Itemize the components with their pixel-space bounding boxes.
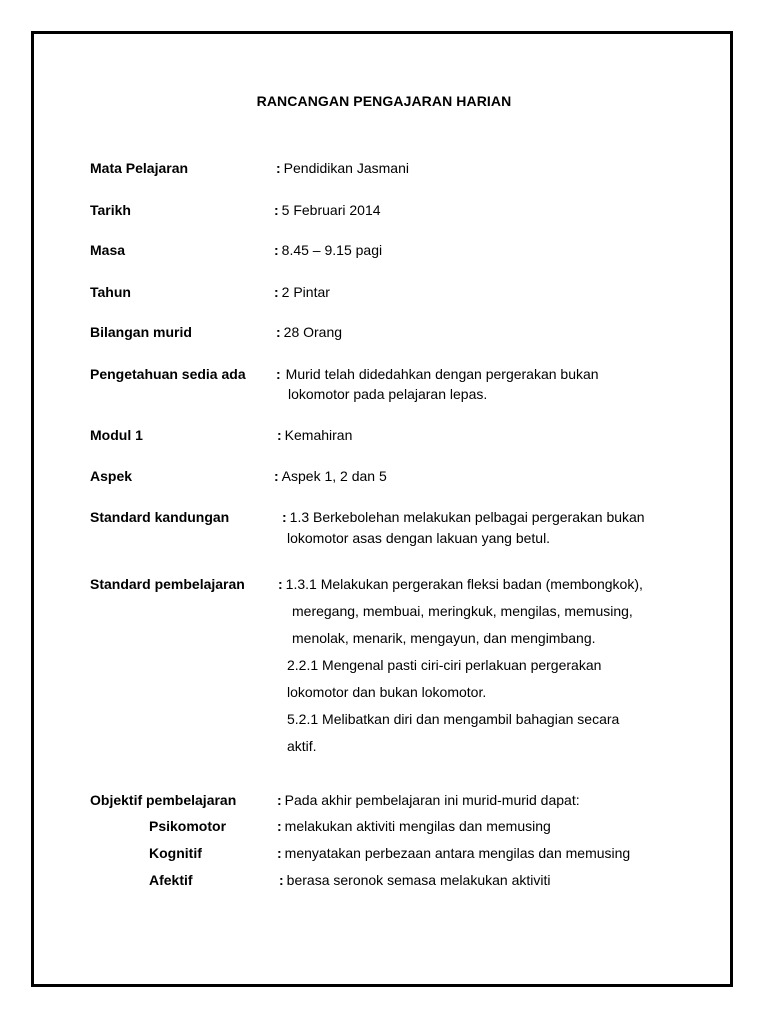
value-standard-kandungan-line-2: lokomotor asas dengan lakuan yang betul. [287, 530, 551, 546]
label-aspek: Aspek [90, 468, 133, 484]
label-bilangan-murid: Bilangan murid [90, 324, 192, 340]
value-standard-pembelajaran-line-7: aktif. [287, 738, 317, 754]
value-standard-pembelajaran-line-4: 2.2.1 Mengenal pasti ciri-ciri perlakuan pergerakan [287, 657, 602, 673]
label-psikomotor: Psikomotor [149, 818, 227, 834]
value-standard-kandungan-line-1: : 1.3 Berkebolehan melakukan pelbagai pergerakan bukan [282, 509, 645, 525]
label-kognitif: Kognitif [149, 845, 202, 861]
value-psikomotor: : melakukan aktiviti mengilas dan memusing [277, 818, 551, 834]
value-pengetahuan-line-1: : Murid telah didedahkan dengan pergerakan bukan [276, 366, 599, 382]
label-standard-pembelajaran: Standard pembelajaran [90, 576, 245, 592]
value-kognitif: : menyatakan perbezaan antara mengilas dan memusing [277, 845, 631, 861]
value-tahun: : 2 Pintar [274, 284, 330, 300]
label-tarikh: Tarikh [90, 202, 131, 218]
label-standard-kandungan: Standard kandungan [90, 509, 230, 525]
value-modul: : Kemahiran [277, 427, 353, 443]
value-tarikh: : 5 Februari 2014 [274, 202, 381, 218]
value-standard-pembelajaran-line-5: lokomotor dan bukan lokomotor. [287, 684, 487, 700]
label-afektif: Afektif [149, 872, 193, 888]
value-standard-pembelajaran-line-2: meregang, membuai, meringkuk, mengilas, memusing, [292, 603, 633, 619]
page-title: RANCANGAN PENGAJARAN HARIAN [256, 93, 512, 109]
label-masa: Masa [90, 242, 126, 258]
label-tahun: Tahun [90, 284, 131, 300]
value-objektif-pembelajaran: : Pada akhir pembelajaran ini murid-murid dapat: [277, 792, 580, 808]
label-modul: Modul 1 [90, 427, 143, 443]
label-pengetahuan-sedia-ada: Pengetahuan sedia ada [90, 366, 246, 382]
label-objektif-pembelajaran: Objektif pembelajaran [90, 792, 237, 808]
label-mata-pelajaran: Mata Pelajaran [90, 160, 189, 176]
value-standard-pembelajaran-line-1: : 1.3.1 Melakukan pergerakan fleksi badan (membongkok), [278, 576, 643, 592]
value-standard-pembelajaran-line-6: 5.2.1 Melibatkan diri dan mengambil bahagian secara [287, 711, 620, 727]
value-bilangan-murid: : 28 Orang [276, 324, 343, 340]
value-aspek: : Aspek 1, 2 dan 5 [274, 468, 387, 484]
value-mata-pelajaran: : Pendidikan Jasmani [276, 160, 409, 176]
value-masa: : 8.45 – 9.15 pagi [274, 242, 383, 258]
value-standard-pembelajaran-line-3: menolak, menarik, mengayun, dan mengimbang. [292, 630, 596, 646]
value-afektif: : berasa seronok semasa melakukan aktiviti [279, 872, 551, 888]
value-pengetahuan-line-2: lokomotor pada pelajaran lepas. [288, 386, 488, 402]
